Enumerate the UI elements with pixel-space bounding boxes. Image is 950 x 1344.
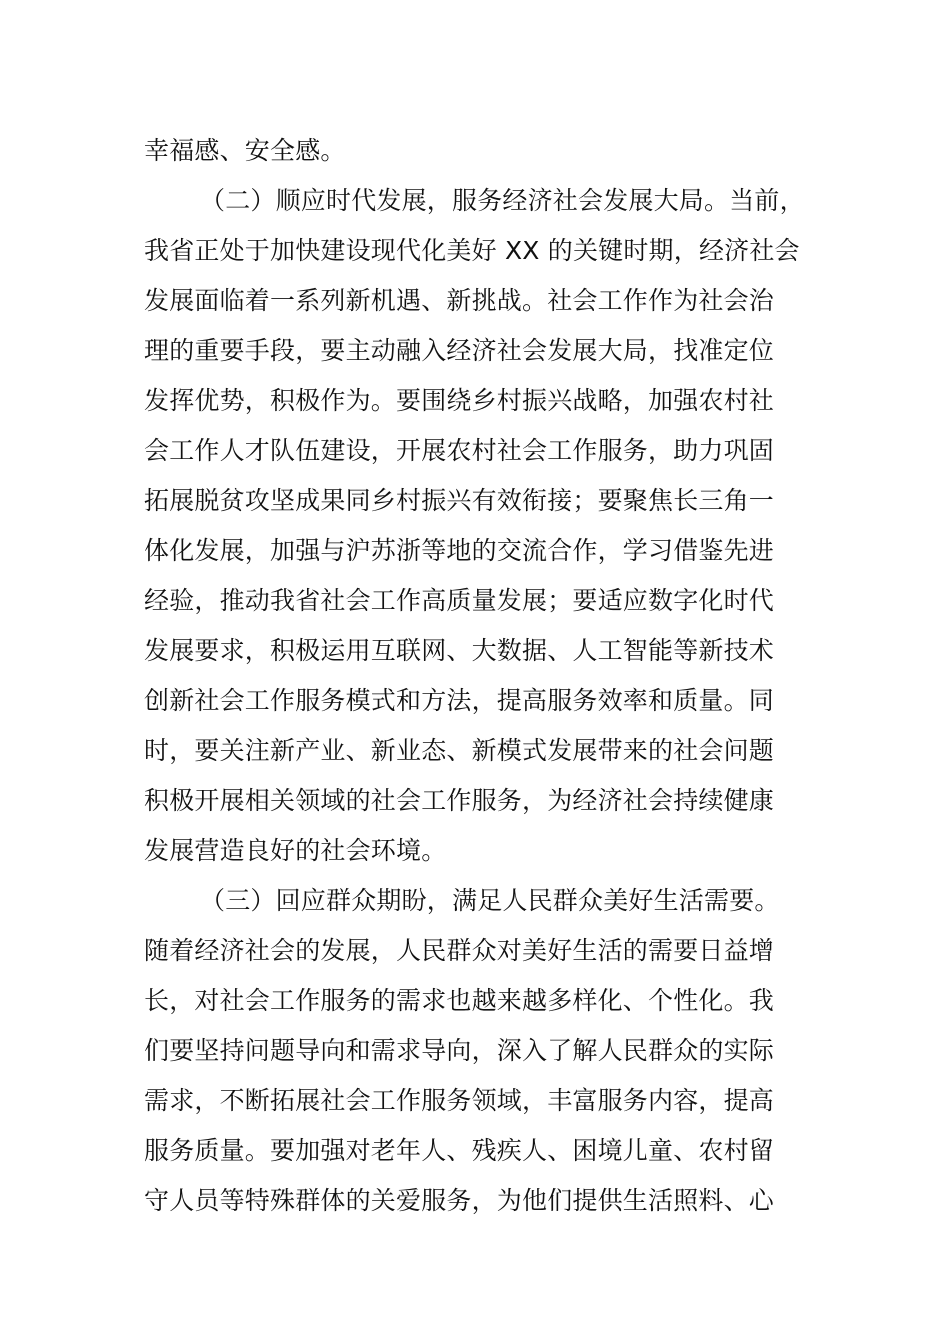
text-line: 守人员等特殊群体的关爱服务，为他们提供生活照料、心 <box>144 1186 775 1215</box>
text-line: 需求，不断拓展社会工作服务领域，丰富服务内容，提高 <box>144 1086 775 1115</box>
text-line: 发展面临着一系列新机遇、新挑战。社会工作作为社会治 <box>144 286 775 315</box>
text-line: 会工作人才队伍建设，开展农村社会工作服务，助力巩固 <box>144 436 775 465</box>
text-line: 我省正处于加快建设现代化美好 XX 的关键时期，经济社会 <box>144 236 800 265</box>
text-line: 理的重要手段，要主动融入经济社会发展大局，找准定位 <box>144 336 775 365</box>
text-line: 发展要求，积极运用互联网、大数据、人工智能等新技术 <box>144 636 775 665</box>
text-line: 服务质量。要加强对老年人、残疾人、困境儿童、农村留 <box>144 1136 775 1165</box>
paragraph-heading-3: （三）回应群众期盼，满足人民群众美好生活需要。 <box>200 886 780 915</box>
text-line: 积极开展相关领域的社会工作服务，为经济社会持续健康 <box>144 786 775 815</box>
text-line: 长，对社会工作服务的需求也越来越多样化、个性化。我 <box>144 986 775 1015</box>
text-line: 们要坚持问题导向和需求导向，深入了解人民群众的实际 <box>144 1036 775 1065</box>
text-line: 拓展脱贫攻坚成果同乡村振兴有效衔接；要聚焦长三角一 <box>144 486 775 515</box>
text-line: 发挥优势，积极作为。要围绕乡村振兴战略，加强农村社 <box>144 386 775 415</box>
text-line: 时，要关注新产业、新业态、新模式发展带来的社会问题 <box>144 736 775 765</box>
text-line: 创新社会工作服务模式和方法，提高服务效率和质量。同 <box>144 686 775 715</box>
paragraph-heading-2: （二）顺应时代发展，服务经济社会发展大局。当前， <box>200 186 805 215</box>
text-line: 随着经济社会的发展，人民群众对美好生活的需要日益增 <box>144 936 775 965</box>
text-line: 体化发展，加强与沪苏浙等地的交流合作，学习借鉴先进 <box>144 536 775 565</box>
text-line: 幸福感、安全感。 <box>144 136 346 165</box>
text-line: 经验，推动我省社会工作高质量发展；要适应数字化时代 <box>144 586 775 615</box>
text-line: 发展营造良好的社会环境。 <box>144 836 447 865</box>
